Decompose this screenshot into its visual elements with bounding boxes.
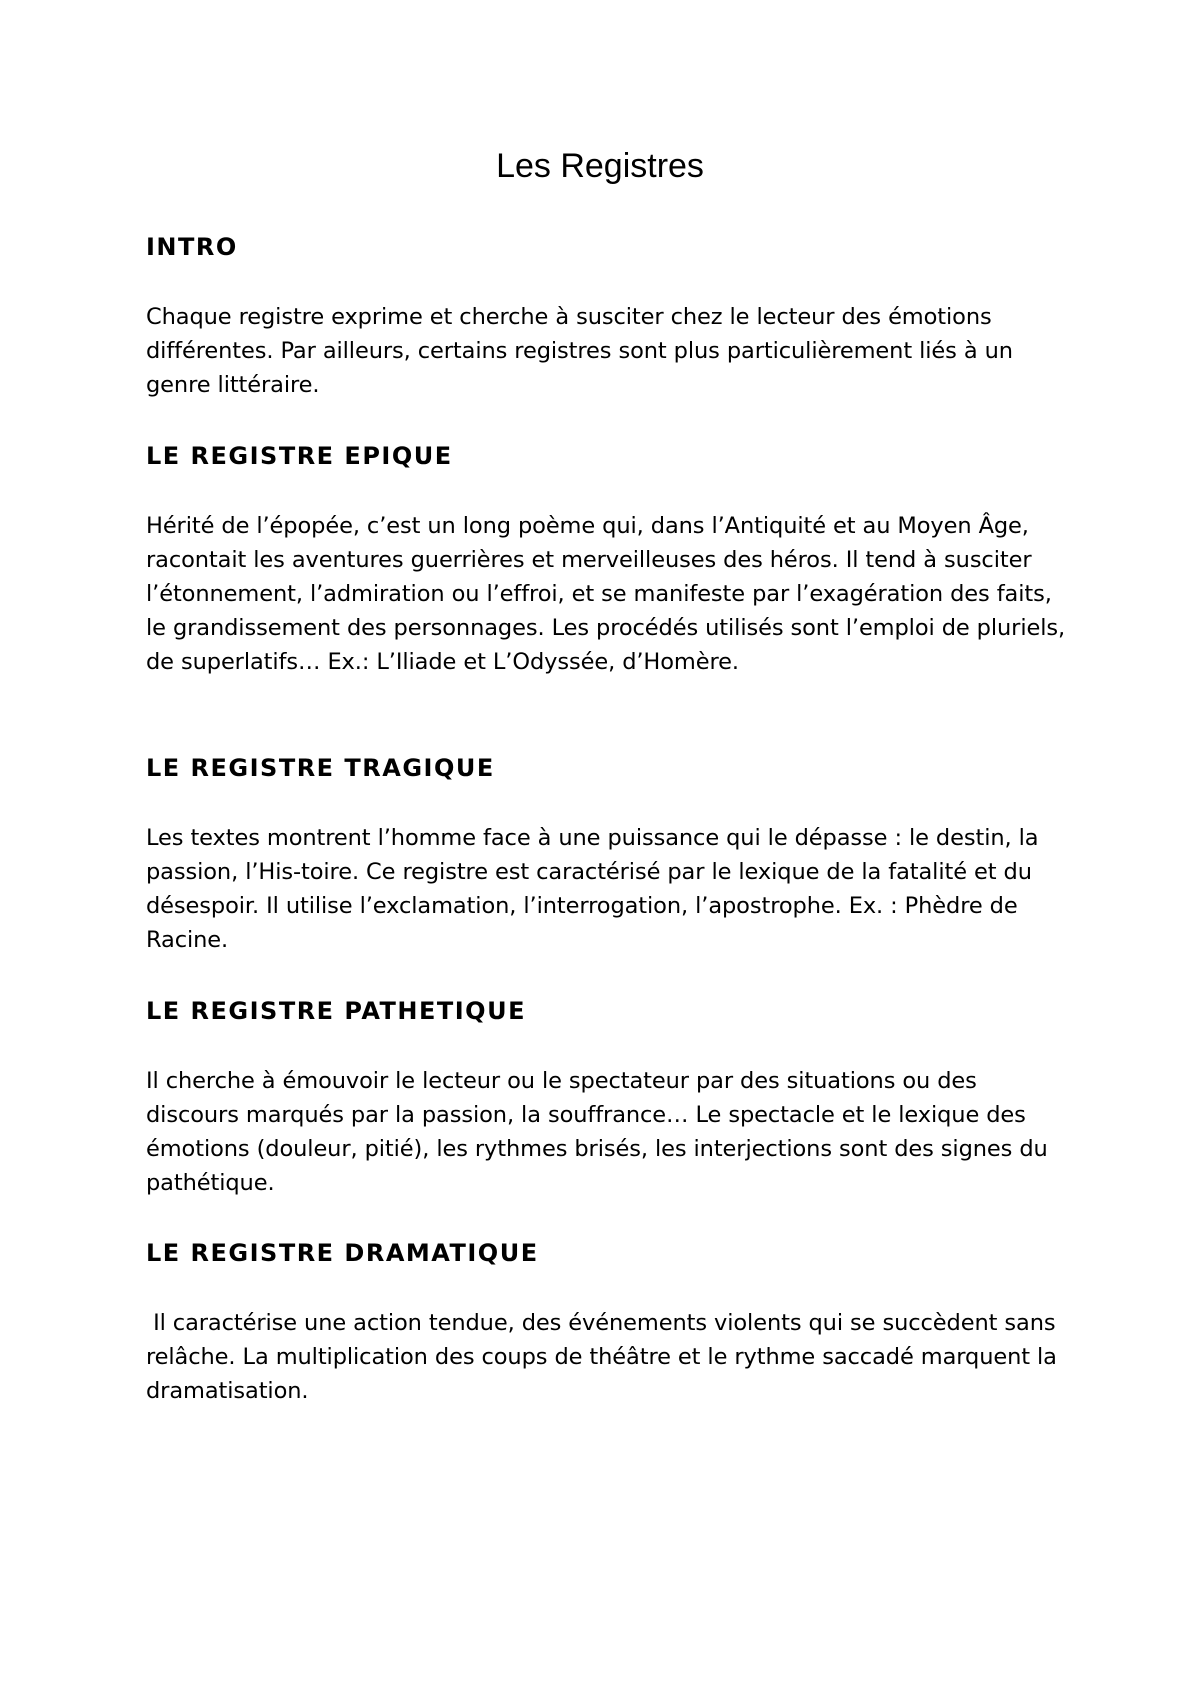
section-heading: INTRO — [146, 233, 238, 261]
section-heading: LE REGISTRE TRAGIQUE — [146, 754, 495, 782]
section-epique — [146, 439, 1076, 679]
section-paragraph: Il cherche à émouvoir le lecteur ou le spectateur par des situations ou des discours marqués par la passion, la souffrance… Le spectacle et le lexique des émotions (douleur, pitié), les rythmes brisés, les interjections sont des signes du pathétique. — [146, 1068, 1055, 1196]
section-paragraph: Hérité de l’épopée, c’est un long poème qui, dans l’Antiquité et au Moyen Âge, racontait les aventures guerrières et merveilleuses des héros. Il tend à susciter l’étonnement, l’admiration ou l’effroi, et se manifeste par l’exagération des faits, le grandissement des personnages. Les procédés utilisés sont l’emploi de pluriels, de superlatifs… Ex.: L’Iliade et L’Odyssée, d’Homère. — [146, 513, 1073, 675]
section-pathetique — [146, 994, 1076, 1200]
section-paragraph: Chaque registre exprime et cherche à susciter chez le lecteur des émotions différentes. Par ailleurs, certains registres sont plus particulièrement liés à un genre littéraire. — [146, 304, 1020, 398]
section-heading: LE REGISTRE DRAMATIQUE — [146, 1239, 539, 1267]
section-paragraph: Les textes montrent l’homme face à une puissance qui le dépasse : le destin, la passion, l’His-toire. Ce registre est caractérisé par le lexique de la fatalité et du désespoir. Il utilise l’exclamation, l’interrogation, l’apostrophe. Ex. : Phèdre de Racine. — [146, 825, 1046, 953]
section-paragraph: Il caractérise une action tendue, des événements violents qui se succèdent sans relâche. La multiplication des coups de théâtre et le rythme saccadé marquent la dramatisation. — [146, 1310, 1064, 1404]
section-heading: LE REGISTRE EPIQUE — [146, 442, 453, 470]
section-tragique — [146, 751, 1076, 957]
section-dramatique — [146, 1236, 1076, 1408]
section-heading: LE REGISTRE PATHETIQUE — [146, 997, 526, 1025]
page-title: Les Registres — [496, 147, 704, 185]
section-intro — [146, 230, 1076, 402]
